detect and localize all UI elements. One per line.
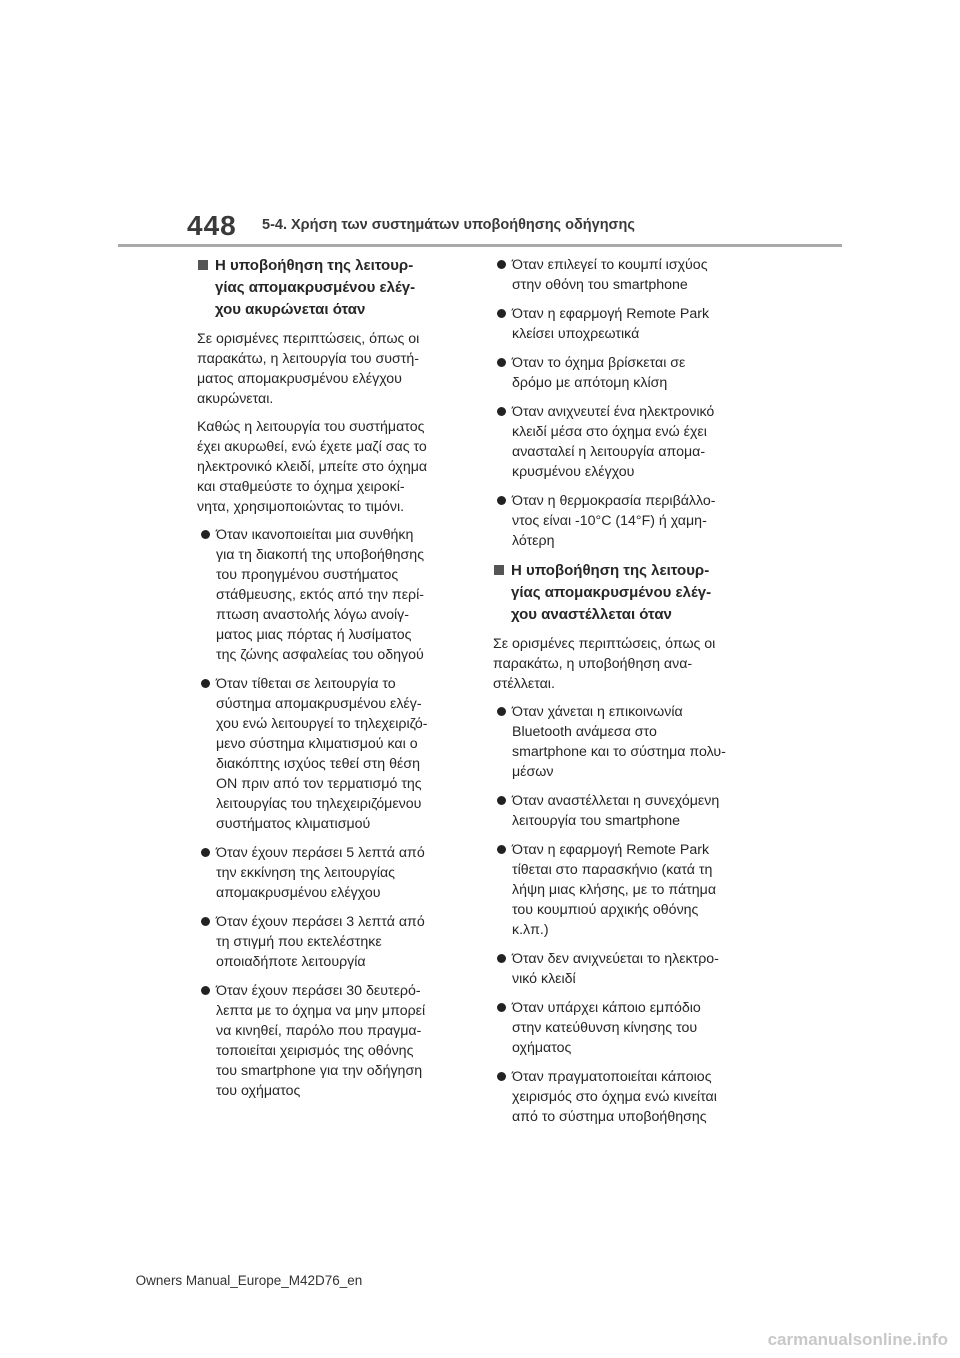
section-heading-cancel: [197, 255, 482, 321]
left-column: [197, 255, 482, 1110]
bullet-dot-icon: [497, 845, 506, 854]
bullet-item: [197, 981, 482, 1101]
footer-manual-name: Owners Manual_Europe_M42D76_en: [135, 1273, 363, 1288]
bullet-text: Όταν έχουν περάσει 5 λεπτά από την εκκίνηση της λειτουργίας απομακρυσμένου ελέγχου: [216, 845, 425, 901]
bullet-item: [493, 304, 778, 344]
bullet-text: Όταν αναστέλλεται η συνεχόμενη λειτουργία του smartphone: [512, 793, 720, 829]
bullet-text: Όταν δεν ανιχνεύεται το ηλεκτρο- νικό κλειδί: [512, 951, 719, 987]
bullet-dot-icon: [497, 407, 506, 416]
bullet-dot-icon: [497, 309, 506, 318]
bullet-dot-icon: [201, 530, 210, 539]
bullet-text: Όταν επιλεγεί το κουμπί ισχύος στην οθόνη του smartphone: [512, 257, 708, 293]
bullet-item: [493, 702, 778, 782]
bullet-dot-icon: [497, 1072, 506, 1081]
bullet-dot-icon: [497, 707, 506, 716]
bullet-item: [493, 1067, 778, 1127]
bullet-dot-icon: [201, 848, 210, 857]
header-divider: [118, 244, 842, 247]
heading-text: Η υποβοήθηση της λειτουρ- γίας απομακρυσμένου ελέγ- χου ακυρώνεται όταν: [215, 257, 416, 318]
bullet-dot-icon: [497, 260, 506, 269]
bullet-dot-icon: [497, 796, 506, 805]
bullet-item: [493, 998, 778, 1058]
bullet-item: [493, 353, 778, 393]
bullet-text: Όταν υπάρχει κάποιο εμπόδιο στην κατεύθυνση κίνησης του οχήματος: [512, 1000, 701, 1056]
bullet-item: [493, 840, 778, 940]
bullet-list: [493, 702, 778, 1127]
bullet-item: [493, 255, 778, 295]
bullet-dot-icon: [201, 679, 210, 688]
bullet-item: [197, 912, 482, 972]
bullet-dot-icon: [497, 496, 506, 505]
bullet-item: [197, 843, 482, 903]
bullet-text: Όταν η εφαρμογή Remote Park κλείσει υποχρεωτικά: [512, 306, 710, 342]
section-title: 5-4. Χρήση των συστημάτων υποβοήθησης οδήγησης: [262, 217, 635, 233]
right-column: [493, 255, 778, 1136]
bullet-text: Όταν τίθεται σε λειτουργία το σύστημα απομακρυσμένου ελέγ- χου ενώ λειτουργεί το τηλεχειριζό- μενο σύστημα κλιματισμού και ο διακόπτης ισχύος τεθεί στη θέση ON πριν από τον τερματισμό της λειτουργίας του τηλεχειριζόμενου συστήματος κλιματισμού: [216, 676, 428, 832]
bullet-text: Όταν χάνεται η επικοινωνία Bluetooth ανάμεσα στο smartphone και το σύστημα πολυ- μέσων: [512, 704, 726, 780]
square-bullet-icon: [494, 565, 504, 575]
bullet-text: Όταν ανιχνευτεί ένα ηλεκτρονικό κλειδί μέσα στο όχημα ενώ έχει ανασταλεί η λειτουργία απομα- κρυσμένου ελέγχου: [512, 404, 715, 480]
paragraph: Σε ορισμένες περιπτώσεις, όπως οι παρακάτω, η υποβοήθηση ανα- στέλλεται.: [493, 636, 716, 692]
bullet-list: [197, 525, 482, 1101]
bullet-text: Όταν έχουν περάσει 3 λεπτά από τη στιγμή που εκτελέστηκε οποιαδήποτε λειτουργία: [216, 914, 425, 970]
bullet-dot-icon: [201, 986, 210, 995]
bullet-text: Όταν έχουν περάσει 30 δευτερό- λεπτα με το όχημα να μην μπορεί να κινηθεί, παρόλο που πραγμα- τοποιείται χειρισμός της οθόνης του smartphone για την οδήγηση του οχήματος: [216, 983, 426, 1099]
bullet-text: Όταν το όχημα βρίσκεται σε δρόμο με απότομη κλίση: [512, 355, 686, 391]
bullet-dot-icon: [497, 358, 506, 367]
bullet-item: [197, 674, 482, 834]
watermark-logo: carmanualsonline.info: [767, 1330, 948, 1349]
page-number: 448: [187, 210, 237, 241]
bullet-list: [493, 255, 778, 551]
paragraph: Σε ορισμένες περιπτώσεις, όπως οι παρακάτω, η λειτουργία του συστή- ματος απομακρυσμένου ελέγχου ακυρώνεται.: [197, 331, 420, 407]
bullet-item: [197, 525, 482, 665]
bullet-item: [493, 791, 778, 831]
paragraph: Καθώς η λειτουργία του συστήματος έχει ακυρωθεί, ενώ έχετε μαζί σας το ηλεκτρονικό κλειδί, μπείτε στο όχημα και σταθμεύστε το όχημα χειροκί- νητα, χρησιμοποιώντας το τιμόνι.: [197, 419, 428, 515]
heading-text: Η υποβοήθηση της λειτουρ- γίας απομακρυσμένου ελέγ- χου αναστέλλεται όταν: [511, 562, 712, 623]
bullet-text: Όταν ικανοποιείται μια συνθήκη για τη διακοπή της υποβοήθησης του προηγμένου συστήματος στάθμευσης, εκτός από την περί- πτωση αναστολής λόγω ανοίγ- ματος μιας πόρτας ή λυσίματος της ζώνης ασφαλείας του οδηγού: [216, 527, 425, 663]
square-bullet-icon: [198, 260, 208, 270]
bullet-text: Όταν η θερμοκρασία περιβάλλο- ντος είναι -10°C (14°F) ή χαμη- λότερη: [512, 493, 716, 549]
bullet-dot-icon: [497, 1003, 506, 1012]
bullet-dot-icon: [497, 954, 506, 963]
bullet-item: [493, 949, 778, 989]
bullet-dot-icon: [201, 917, 210, 926]
bullet-item: [493, 402, 778, 482]
bullet-text: Όταν η εφαρμογή Remote Park τίθεται στο παρασκήνιο (κατά τη λήψη μιας κλήσης, με το πάτημα του κουμπιού αρχικής οθόνης κ.λπ.): [512, 842, 717, 938]
bullet-item: [493, 491, 778, 551]
bullet-text: Όταν πραγματοποιείται κάποιος χειρισμός στο όχημα ενώ κινείται από το σύστημα υποβοήθησης: [512, 1069, 717, 1125]
section-heading-suspend: [493, 560, 778, 626]
